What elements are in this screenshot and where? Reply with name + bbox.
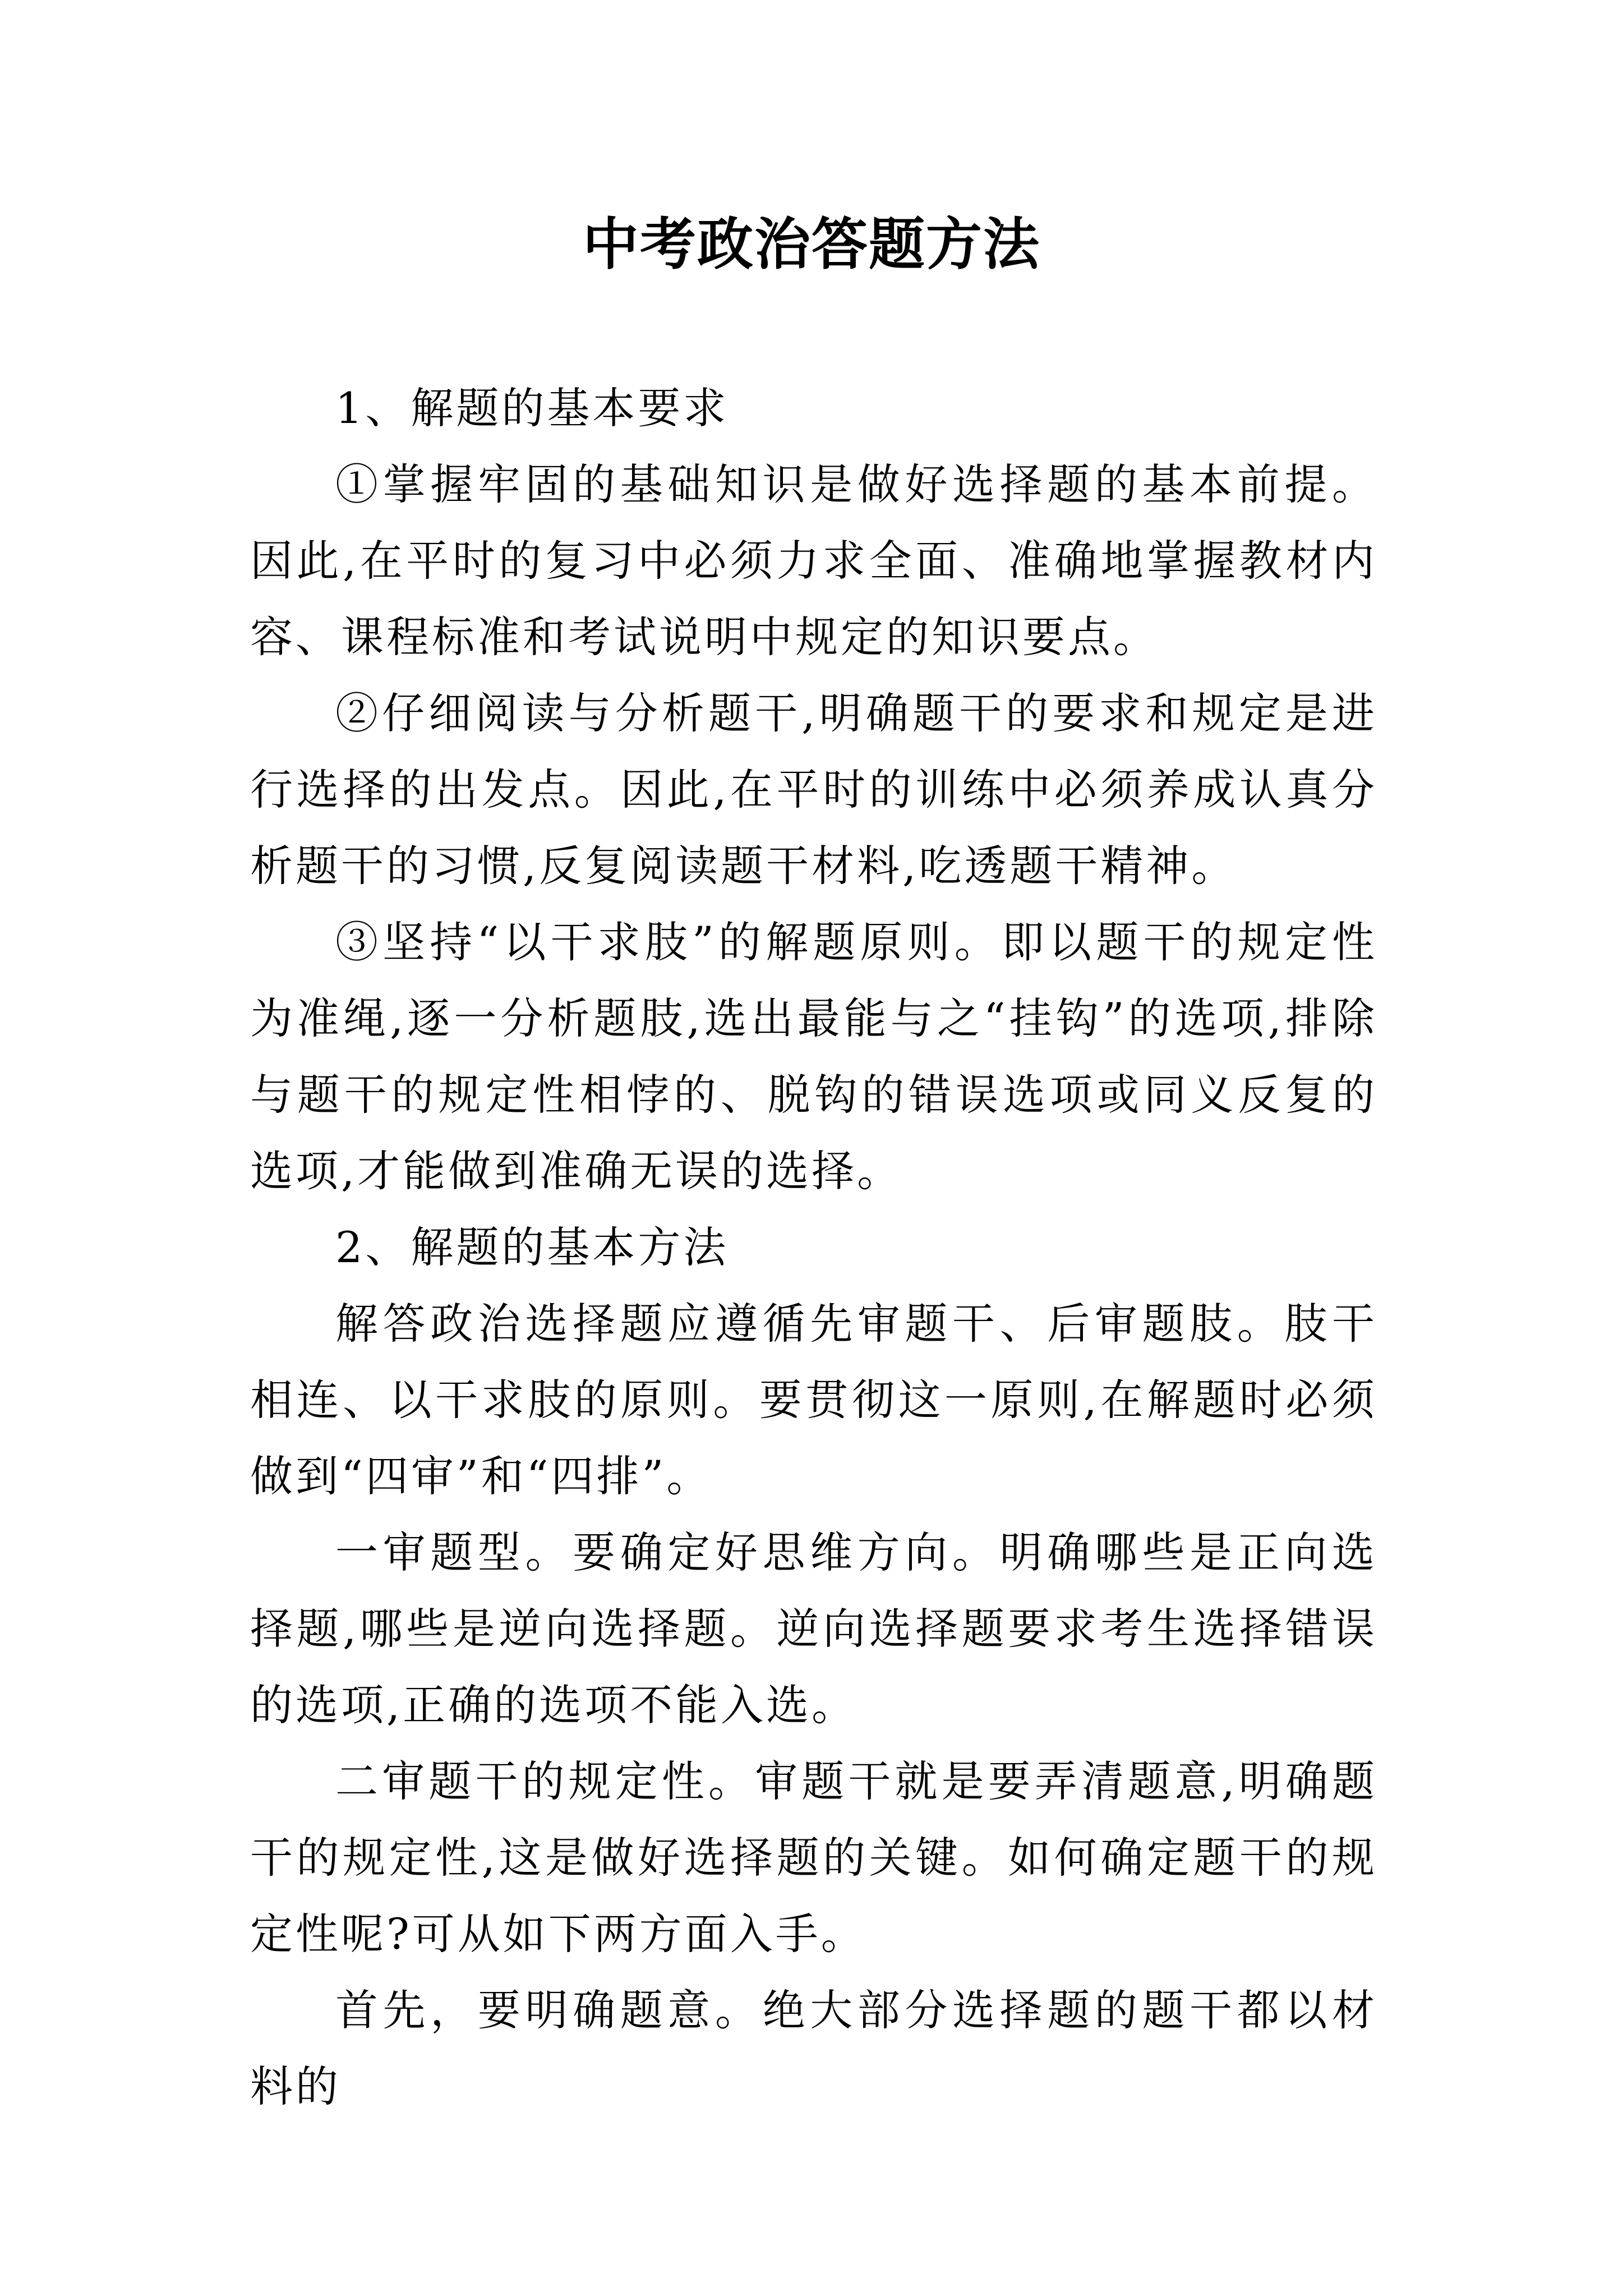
paragraph-heading-1: 1、解题的基本要求 [335, 383, 729, 433]
paragraph: ②仔细阅读与分析题干,明确题干的要求和规定是进行选择的出发点。因此,在平时的训练中必须养成认真分析题干的习惯,反复阅读题干材料,吃透题干精神。 [250, 688, 1377, 891]
document-body [250, 370, 1377, 2125]
paragraph-heading-2: 2、解题的基本方法 [335, 1222, 729, 1272]
paragraph: 解答政治选择题应遵循先审题干、后审题肢。肢干相连、以干求肢的原则。要贯彻这一原则,在解题时必须做到“四审”和“四排”。 [250, 1299, 1377, 1501]
paragraph: ③坚持“以干求肢”的解题原则。即以题干的规定性为准绳,逐一分析题肢,选出最能与之“挂钩”的选项,排除与题干的规定性相悖的、脱钩的错误选项或同义反复的选项,才能做到准确无误的选择。 [250, 917, 1377, 1196]
paragraph: 首先，要明确题意。绝大部分选择题的题干都以材料的 [250, 1985, 1377, 2111]
document-title: 中考政治答题方法 [583, 211, 1040, 277]
paragraph: 二审题干的规定性。审题干就是要弄清题意,明确题干的规定性,这是做好选择题的关键。如何确定题干的规定性呢?可从如下两方面入手。 [250, 1756, 1377, 1959]
paragraph: ①掌握牢固的基础知识是做好选择题的基本前提。因此,在平时的复习中必须力求全面、准确地掌握教材内容、课程标准和考试说明中规定的知识要点。 [250, 459, 1377, 662]
paragraph: 一审题型。要确定好思维方向。明确哪些是正向选择题,哪些是逆向选择题。逆向选择题要求考生选择错误的选项,正确的选项不能入选。 [250, 1527, 1377, 1730]
